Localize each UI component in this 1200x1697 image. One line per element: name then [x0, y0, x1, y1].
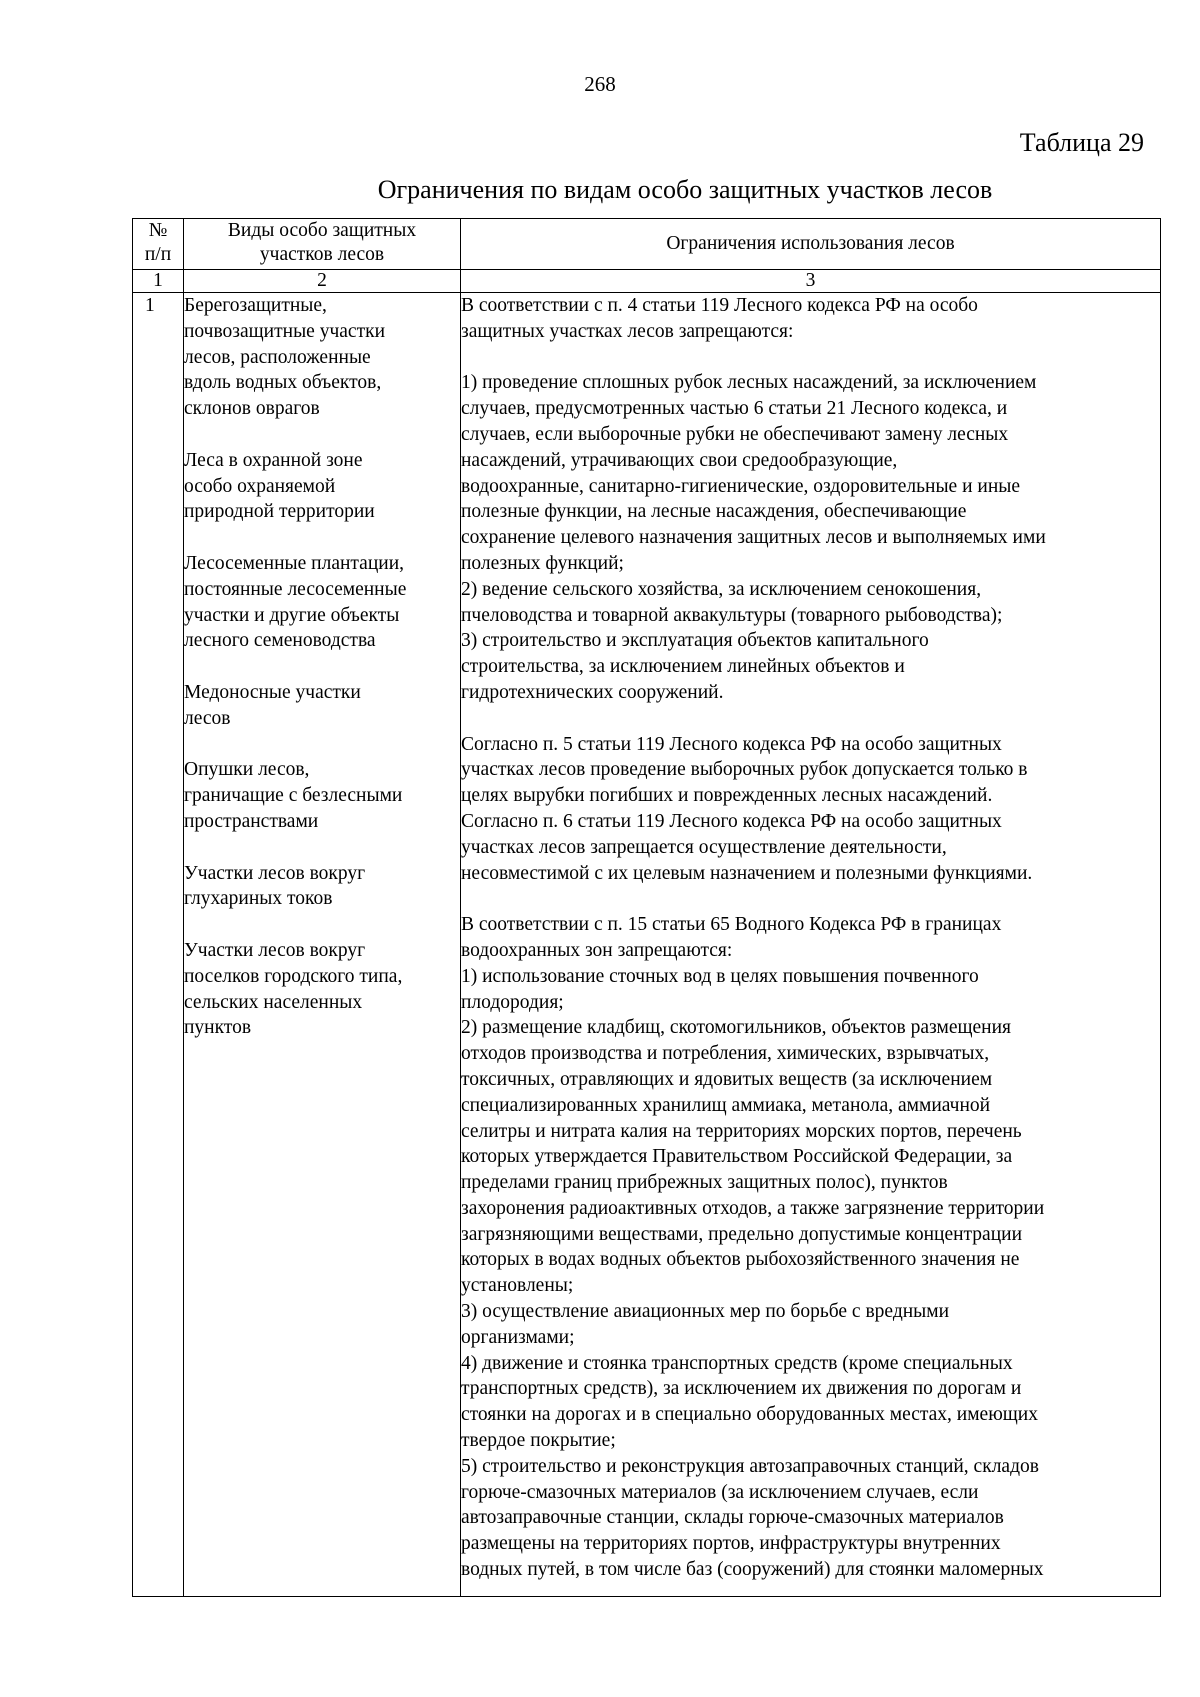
forest-type-line: Леса в охранной зоне [184, 449, 363, 471]
restriction-line: автозаправочные станции, склады горюче-смазочных материалов [461, 1507, 1004, 1529]
restriction-line: участках лесов запрещается осуществление деятельности, [461, 836, 947, 858]
paragraph-gap [184, 835, 460, 861]
header-types [184, 219, 461, 270]
restriction-line: 5) строительство и реконструкция автозаправочных станций, складов [461, 1455, 1039, 1477]
restrictions-cell [461, 293, 1161, 1597]
forest-types-cell [184, 293, 461, 1597]
restriction-line: которых утверждается Правительством Российской Федерации, за [461, 1146, 1013, 1168]
page-number: 268 [584, 72, 616, 96]
restriction-line: плодородия; [461, 991, 564, 1013]
restriction-line: 3) строительство и эксплуатация объектов капитального [461, 630, 929, 652]
forest-type-line: глухариных токов [184, 888, 333, 910]
restriction-line: организмами; [461, 1326, 575, 1348]
restriction-line: которых в водах водных объектов рыбохозяйственного значения не [461, 1249, 1020, 1271]
paragraph-gap [461, 706, 1160, 732]
restriction-paragraph [461, 912, 1160, 1583]
restriction-line: токсичных, отравляющих и ядовитых веществ (за исключением [461, 1068, 993, 1090]
restriction-line: сохранение целевого назначения защитных лесов и выполняемых ими [461, 527, 1046, 549]
forest-type-line: Опушки лесов, [184, 759, 310, 781]
forest-type-item [184, 551, 460, 654]
restrictions-table [132, 218, 1161, 1597]
restriction-line: В соответствии с п. 4 статьи 119 Лесного кодекса РФ на особо [461, 295, 978, 316]
forest-type-line: граничащие с безлесными [184, 785, 403, 807]
restriction-line: участках лесов проведение выборочных рубок допускается только в [461, 759, 1028, 781]
restriction-line: водоохранных зон запрещаются: [461, 939, 733, 961]
header-types-line: Виды особо защитных [227, 220, 417, 241]
restriction-line: 1) использование сточных вод в целях повышения почвенного [461, 965, 979, 987]
table-header-row [133, 219, 1161, 270]
restriction-line: 1) проведение сплошных рубок лесных насаждений, за исключением [461, 372, 1037, 394]
restriction-line: 2) размещение кладбищ, скотомогильников, объектов размещения [461, 1017, 1011, 1039]
column-index: 3 [461, 270, 1161, 293]
column-index-row [133, 270, 1161, 293]
forest-type-line: Берегозащитные, [184, 295, 327, 316]
forest-type-line: поселков городского типа, [184, 965, 403, 987]
paragraph-gap [461, 886, 1160, 912]
forest-type-line: лесов [184, 707, 231, 729]
forest-type-line: Медоносные участки [184, 681, 361, 703]
restriction-line: 4) движение и стоянка транспортных средств (кроме специальных [461, 1352, 1013, 1374]
forest-type-line: участки и другие объекты [184, 604, 400, 626]
restriction-line: отходов производства и потребления, химических, взрывчатых, [461, 1043, 990, 1065]
forest-type-line: Лесосеменные плантации, [184, 552, 405, 574]
paragraph-gap [461, 345, 1160, 371]
restriction-line: несовместимой с их целевым назначением и полезными функциями. [461, 862, 1033, 884]
restriction-line: захоронения радиоактивных отходов, а также загрязнение территории [461, 1197, 1045, 1219]
restriction-line: Согласно п. 6 статьи 119 Лесного кодекса РФ на особо защитных [461, 810, 1002, 832]
forest-type-line: лесного семеноводства [184, 630, 376, 652]
row-number: 1 [133, 293, 184, 1597]
forest-type-line: лесов, расположенные [184, 346, 371, 368]
restriction-line: полезные функции, на лесные насаждения, обеспечивающие [461, 501, 967, 523]
forest-type-line: склонов оврагов [184, 398, 320, 420]
forest-type-line: Участки лесов вокруг [184, 939, 366, 961]
restriction-line: защитных участках лесов запрещаются: [461, 320, 794, 342]
restriction-line: целях вырубки погибших и поврежденных лесных насаждений. [461, 785, 993, 807]
column-index: 1 [133, 270, 184, 293]
restriction-line: пределами границ прибрежных защитных полос), пунктов [461, 1172, 948, 1194]
restriction-line: водоохранные, санитарно-гигиенические, оздоровительные и иные [461, 475, 1021, 497]
forest-type-item [184, 861, 460, 913]
forest-type-item [184, 293, 460, 422]
forest-type-line: Участки лесов вокруг [184, 862, 366, 884]
header-restrictions: Ограничения использования лесов [461, 219, 1161, 270]
restriction-line: насаждений, утрачивающих свои средообразующие, [461, 449, 898, 471]
restriction-line: твердое покрытие; [461, 1430, 616, 1452]
restriction-line: полезных функций; [461, 552, 624, 574]
restriction-line: загрязняющими веществами, предельно допустимые концентрации [461, 1223, 1023, 1245]
paragraph-gap [184, 732, 460, 758]
restriction-line: пчеловодства и товарной аквакультуры (товарного рыбоводства); [461, 604, 1003, 626]
forest-type-line: постоянные лесосеменные [184, 578, 407, 600]
restriction-line: 2) ведение сельского хозяйства, за исключением сенокошения, [461, 578, 982, 600]
forest-type-line: вдоль водных объектов, [184, 372, 382, 394]
restriction-paragraph [461, 293, 1160, 345]
header-number [133, 219, 184, 270]
restriction-paragraph [461, 732, 1160, 887]
forest-type-line: сельских населенных [184, 991, 363, 1013]
restriction-line: случаев, предусмотренных частью 6 статьи 21 Лесного кодекса, и [461, 398, 1008, 420]
table-title: Ограничения по видам особо защитных участков лесов [377, 175, 993, 204]
restriction-paragraph [461, 370, 1160, 705]
header-types-line: участков лесов [259, 244, 385, 265]
forest-type-line: пространствами [184, 810, 319, 832]
restriction-line: стоянки на дорогах и в специально оборудованных местах, имеющих [461, 1404, 1038, 1426]
forest-type-item [184, 448, 460, 525]
paragraph-gap [184, 654, 460, 680]
forest-type-item [184, 680, 460, 732]
table-row [133, 293, 1161, 1597]
forest-type-line: пунктов [184, 1017, 252, 1039]
restriction-line: В соответствии с п. 15 статьи 65 Водного Кодекса РФ в границах [461, 914, 1002, 936]
restriction-line: селитры и нитрата калия на территориях морских портов, перечень [461, 1120, 1022, 1142]
paragraph-gap [184, 422, 460, 448]
restriction-line: транспортных средств), за исключением их движения по дорогам и [461, 1378, 1022, 1400]
paragraph-gap [184, 525, 460, 551]
restriction-line: специализированных хранилищ аммиака, метанола, аммиачной [461, 1094, 991, 1116]
forest-type-line: особо охраняемой [184, 475, 336, 497]
forest-type-line: почвозащитные участки [184, 320, 386, 342]
column-index: 2 [184, 270, 461, 293]
forest-type-line: природной территории [184, 501, 375, 523]
forest-type-item [184, 938, 460, 1041]
restriction-line: Согласно п. 5 статьи 119 Лесного кодекса РФ на особо защитных [461, 733, 1002, 755]
header-number-line: № [148, 220, 168, 241]
restriction-line: водных путей, в том числе баз (сооружений) для стоянки маломерных [461, 1559, 1044, 1581]
restriction-line: размещены на территориях портов, инфраструктуры внутренних [461, 1533, 1001, 1555]
paragraph-gap [184, 912, 460, 938]
restriction-line: случаев, если выборочные рубки не обеспечивают замену лесных [461, 423, 1009, 445]
restriction-line: 3) осуществление авиационных мер по борьбе с вредными [461, 1301, 950, 1323]
restriction-line: строительства, за исключением линейных объектов и [461, 656, 905, 678]
restriction-line: горюче-смазочных материалов (за исключением случаев, если [461, 1481, 979, 1503]
restriction-line: гидротехнических сооружений. [461, 681, 724, 703]
table-label: Таблица 29 [1019, 128, 1144, 157]
header-number-line: п/п [144, 244, 172, 265]
forest-type-item [184, 757, 460, 834]
restriction-line: установлены; [461, 1275, 574, 1297]
